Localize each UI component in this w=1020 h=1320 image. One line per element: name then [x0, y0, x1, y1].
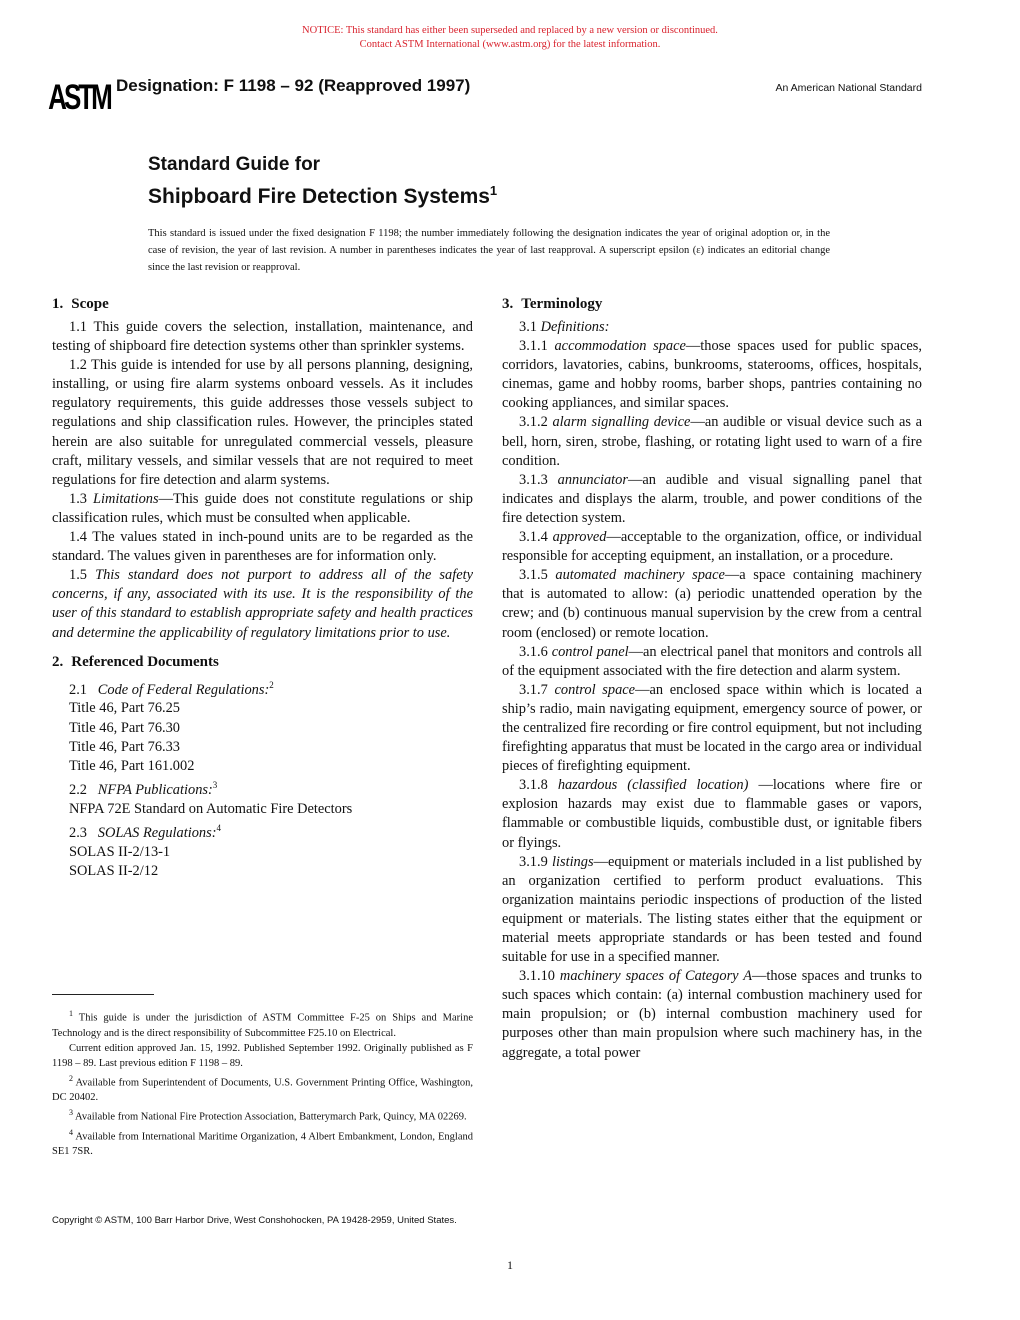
- copyright-notice: Copyright © ASTM, 100 Barr Harbor Drive, West Conshohocken, PA 19428-2959, United States.: [52, 1215, 457, 1226]
- page-number: 1: [507, 1258, 513, 1272]
- definition-3-1-1: 3.1.1 accommodation space—those spaces used for public spaces, corridors, lavatories, cabins, bunkrooms, staterooms, offices, hospitals, cinemas, game and hobby rooms, barber shops, pantries containing no cooking appliances, and similar spaces.: [502, 338, 922, 412]
- paragraph-1-3: 1.3 Limitations—This guide does not constitute regulations or ship classification rules, which must be consulted when applicable.: [52, 490, 473, 526]
- definition-3-1-7: 3.1.7 control space—an enclosed space within which is located a ship’s radio, main navigating equipment, emergency source of power, or the centralized fire recording or fire control equipment, but not including firefighting apparatus that must be located in the cargo area or individual pieces of firefighting equipment.: [502, 681, 922, 775]
- ref-subsection-2-1: 2.1 Code of Federal Regulations:$^2$: [69, 679, 274, 698]
- ref-item: NFPA 72E Standard on Automatic Fire Detectors: [69, 800, 353, 817]
- left-column: [52, 294, 473, 881]
- astm-logo: [48, 75, 110, 119]
- paragraph-1-4: 1.4 The values stated in inch-pound units are to be regarded as the standard. The values given in parentheses are for information only.: [52, 529, 473, 565]
- title-line-2: Shipboard Fire Detection Systems$^1$: [148, 183, 498, 208]
- ref-item: Title 46, Part 76.25: [69, 700, 181, 717]
- notice-line-2: Contact ASTM International (www.astm.org) for the latest information.: [359, 39, 661, 50]
- footnote: $^3$ Available from National Fire Protection Association, Batterymarch Park, Quincy, MA 02269.: [69, 1108, 467, 1123]
- title-line-1: Standard Guide for: [148, 154, 321, 175]
- ref-subsection-2-2: 2.2 NFPA Publications:$^3$: [69, 779, 218, 798]
- title-footnote-mark: 1: [489, 183, 498, 198]
- right-column: [502, 294, 922, 1063]
- definition-3-1-10: 3.1.10 machinery spaces of Category A—those spaces and trunks to such spaces which contain: (a) internal combustion machinery used for main propulsion; or (b) internal combustion machinery used for purposes other than main propulsion where such machinery has, in the aggregate, a total power: [502, 968, 922, 1061]
- footnote: Current edition approved Jan. 15, 1992. Published September 1992. Originally published as F 1198 – 89. Last previous edition F 1198 – 89.: [52, 1042, 473, 1069]
- definition-3-1-6: 3.1.6 control panel—an electrical panel that monitors and controls all of the equipment associated with the fire detection and alarm system.: [502, 643, 922, 679]
- american-national-standard: An American National Standard: [775, 82, 922, 94]
- ref-item: SOLAS II-2/13-1: [69, 843, 171, 860]
- section-heading-referenced-documents: 2. Referenced Documents: [52, 653, 219, 670]
- ref-item: Title 46, Part 76.30: [69, 719, 181, 736]
- paragraph-1-1: 1.1 This guide covers the selection, installation, maintenance, and testing of shipboard fire detection systems other than sprinkler systems.: [52, 319, 473, 355]
- footnote: $^4$ Available from International Maritime Organization, 4 Albert Embankment, London, England SE1 7SR.: [52, 1127, 474, 1157]
- ref-subsection-2-3: 2.3 SOLAS Regulations:$^4$: [69, 822, 222, 841]
- paragraph-1-2: 1.2 This guide is intended for use by all persons planning, designing, installing, or using fire alarm systems onboard vessels. As it includes regulatory requirements, this guide addresses those vessels subject to regulations and ship classification rules. However, the principles stated herein are also suitable for unregulated commercial vessels, pleasure craft, military vessels, and similar vessels that are not required to meet regulations for fire detection and alarm systems.: [52, 357, 473, 488]
- ref-item: Title 46, Part 76.33: [69, 738, 181, 755]
- svg-text:ASTM: ASTM: [48, 77, 110, 117]
- footnote-divider: [52, 994, 154, 995]
- section-heading-scope: 1. Scope: [52, 296, 109, 312]
- definition-3-1-9: 3.1.9 listings—equipment or materials included in a list published by an organization certified to perform product evaluations. This organization maintains periodic inspections of production of the listed equipment or materials. The listing states either that the equipment or material meets appropriate standards or has been tested and found suitable for use in a specified manner.: [502, 853, 922, 966]
- definitions-subheading: 3.1 Definitions:: [519, 319, 610, 335]
- definition-3-1-2: 3.1.2 alarm signalling device—an audible or visual device such as a bell, horn, siren, strobe, flashing, or rotating light used to warn of a fire condition.: [502, 414, 922, 469]
- section-heading-terminology: 3. Terminology: [502, 296, 603, 312]
- ref-item: Title 46, Part 161.002: [69, 757, 195, 774]
- definition-3-1-8: 3.1.8 hazardous (classified location) —locations where fire or explosion hazards may exist due to flammable gases or vapors, flammable or combustible liquids, combustible dust, or ignitable fibers or flyings.: [502, 777, 922, 851]
- referenced-documents-list: [52, 676, 473, 881]
- footnotes: [52, 1006, 473, 1159]
- footnote: $^2$ Available from Superintendent of Documents, U.S. Government Printing Office, Washington, DC 20402.: [52, 1073, 473, 1103]
- paragraph-1-5: 1.5 This standard does not purport to address all of the safety concerns, if any, associated with its use. It is the responsibility of the user of this standard to establish appropriate safety and health practices and determine the applicability of regulatory limitations prior to use.: [52, 567, 473, 641]
- designation: Designation: F 1198 – 92 (Reapproved 1997): [116, 76, 471, 95]
- footnote: $^1$ This guide is under the jurisdiction of ASTM Committee F-25 on Ships and Marine Technology and is the direct responsibility of Subcommittee F25.10 on Electrical.: [52, 1009, 473, 1039]
- document-title: [148, 153, 497, 210]
- notice-banner: [0, 24, 1020, 52]
- definition-3-1-5: 3.1.5 automated machinery space—a space containing machinery that is automated to allow: (a) periodic unattended operation by the crew; and (b) continuous manual supervision by the crew from a central room (enclosed) or remote location.: [502, 567, 922, 641]
- ref-item: SOLAS II-2/12: [69, 862, 159, 879]
- definition-3-1-4: 3.1.4 approved—acceptable to the organization, office, or individual responsible for accepting equipment, an installation, or a procedure.: [502, 529, 922, 565]
- definition-3-1-3: 3.1.3 annunciator—an audible and visual signalling panel that indicates and displays the alarm, trouble, and power conditions of the fire detection system.: [502, 471, 922, 526]
- notice-line-1: NOTICE: This standard has either been superseded and replaced by a new version or discontinued.: [302, 25, 718, 36]
- issue-note: This standard is issued under the fixed designation F 1198; the number immediately following the designation indicates the year of original adoption or, in the case of revision, the year of last revision. A number in parentheses indicates the year of last reapproval. A superscript epsilon (ε) indicates an editorial change since the last revision or reapproval.: [148, 228, 830, 273]
